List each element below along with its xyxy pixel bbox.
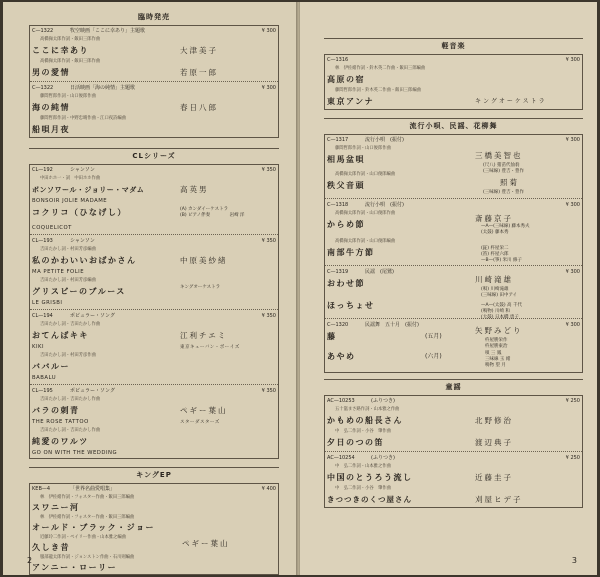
song-title: からめ節 <box>327 220 365 229</box>
artist-name: 三橋美智也 <box>475 151 523 160</box>
price: ¥ 350 <box>261 238 276 244</box>
price: ¥ 300 <box>565 57 580 63</box>
record-note: ポピュラー・ソング <box>70 313 115 319</box>
song-title: 南部牛方節 <box>327 248 375 257</box>
page-number: 3 <box>571 556 577 565</box>
artist-name: 春日八郎 <box>180 103 218 112</box>
record-note: シャンソン <box>70 167 95 173</box>
credit-line: 近藤玲二作詞・ペイリー作曲・山本雅之編曲 <box>40 535 126 540</box>
role-line: キングオーケストラ <box>180 285 221 290</box>
song-subtitle: (五月) <box>425 333 442 340</box>
credit-line: 中田ホホ一・詞 中田ホホ作曲 <box>40 176 101 181</box>
catalog-number: AC—10253 <box>327 398 355 404</box>
rinji-block-2 <box>30 83 278 137</box>
credit-line: 吉田たかし詞・村田芳彦編曲 <box>40 278 96 283</box>
role-line: (唄) 川崎滝雄 <box>481 287 509 292</box>
catalog-number: C—1318 <box>327 202 349 208</box>
song-title: あやめ <box>327 352 356 361</box>
latin-title: LE GRISBI <box>32 300 63 306</box>
catalog-number: C—1322 <box>32 28 54 34</box>
latin-title: KIKI <box>32 344 45 350</box>
price: ¥ 300 <box>565 269 580 275</box>
price: ¥ 350 <box>261 167 276 173</box>
page-number: 2 <box>27 556 33 565</box>
catalog-number: AC—10254 <box>327 455 355 461</box>
role-line: 杵屋勝東治 <box>485 344 508 349</box>
artist-name: 刈屋ヒデ子 <box>475 495 523 504</box>
catalog-number: CL—193 <box>32 238 53 244</box>
artist-name: 高英男 <box>180 185 209 194</box>
section-header-ryuko: 流行小唄、民謡、花柳舞 <box>324 118 583 135</box>
song-title: 藤 <box>327 332 337 341</box>
section-header-rinji: 臨時発売 <box>29 10 279 26</box>
role-line: (大鼓) 日本橋 恵子 <box>481 315 519 320</box>
latin-title: GO ON WITH THE WEDDING <box>32 450 118 456</box>
artist-name: 江利チエミ <box>180 331 228 340</box>
song-title: 久しき昔 <box>32 543 70 552</box>
artist-name: 斎藤京子 <box>475 214 513 223</box>
song-title: ここに幸あり <box>32 46 89 55</box>
price: ¥ 300 <box>565 322 580 328</box>
artist-name: ペギー葉山 <box>180 406 228 415</box>
catalog-number: CL—195 <box>32 388 53 394</box>
divider <box>325 198 582 199</box>
latin-title: BABALU <box>32 375 57 381</box>
song-title: 船唄月夜 <box>32 125 70 134</box>
artist-name: 若原一郎 <box>180 68 218 77</box>
song-title: 高原の宿 <box>327 75 365 84</box>
role-line: 岩崎 洋 <box>229 213 245 218</box>
credit-line: 高橋掬太郎作詞・山口俊郎作曲 <box>335 211 396 216</box>
divider <box>30 309 278 310</box>
song-title: おてんばキキ <box>32 331 89 340</box>
section-header-cl: CLシリーズ <box>29 148 279 165</box>
catalog-number: CL—194 <box>32 313 53 319</box>
song-title: 海の純情 <box>32 103 70 112</box>
record-note: 日活映画「海の純情」主題歌 <box>70 85 136 91</box>
divider <box>30 234 278 235</box>
catalog-number: C—1316 <box>327 57 349 63</box>
price: ¥ 250 <box>565 398 580 404</box>
rinji-list <box>29 26 279 138</box>
song-title: ボンソワール・ジョリー・マダム <box>32 186 145 194</box>
role-line: (B) ピアノ伴奏 <box>180 213 211 218</box>
price: ¥ 400 <box>261 486 276 492</box>
catalog-number: KEB—4 <box>32 486 51 492</box>
record-note: 「世界名曲愛唱集」 <box>70 486 116 492</box>
role-line: (笛) 杵屋六郎 <box>481 252 509 257</box>
credit-line: 高橋掬太郎作詞・飯田三郎作曲 <box>40 37 101 42</box>
role-line: 鳴物 望 月 <box>485 363 506 368</box>
price: ¥ 350 <box>261 313 276 319</box>
right-page <box>300 2 597 575</box>
rinji-block-1 <box>30 26 278 80</box>
ryuko-list <box>324 135 583 373</box>
artist-name: 大津美子 <box>180 46 218 55</box>
credit-line: 藤間哲郎作詞・鈴木英二作曲・飯田三郎編曲 <box>335 88 421 93</box>
record-note: (ふりつき) <box>371 398 395 404</box>
song-title: グリスビーのブルース <box>32 287 126 296</box>
credit-line: 中 弘二作詞・小谷 肇作曲 <box>335 429 391 434</box>
catalog-number: C—1322 <box>32 85 54 91</box>
artist-name: 中原美紗緒 <box>180 256 228 265</box>
artist-name: キングオーケストラ <box>475 98 547 105</box>
artist-name: 近藤圭子 <box>475 473 513 482</box>
credit-line: 吉田たかし詞・吉田たかし作曲 <box>40 322 101 327</box>
credit-line: 林 伊佐緒作詞・フォスター作曲・飯田三郎編曲 <box>40 515 135 520</box>
section-header-keiongaku: 軽音楽 <box>324 38 583 55</box>
artist-name: 北野修治 <box>475 416 513 425</box>
catalog-number: C—1320 <box>327 322 349 328</box>
credit-line: 高橋掬太郎作詞・山口俊郎編曲 <box>335 239 396 244</box>
song-title: ババルー <box>32 362 70 371</box>
artist-name: 渡辺典子 <box>475 438 513 447</box>
role-line: 東京キューバン・ボーイズ <box>180 345 240 350</box>
credit-line: 吉田たかし詞・吉田たかし作曲 <box>40 428 101 433</box>
song-title: かもめの船長さん <box>327 416 403 425</box>
price: ¥ 350 <box>261 388 276 394</box>
record-note: シャンソン <box>70 238 95 244</box>
latin-title: THE ROSE TATTOO <box>32 419 89 425</box>
song-title: 東京アンナ <box>327 97 375 106</box>
record-note: 民謡 (尾鷲) <box>365 269 394 275</box>
song-title: 中国のとうろう流し <box>327 473 413 482</box>
credit-line: 藤間哲郎作詞・山口俊郎作曲 <box>335 146 391 151</box>
song-title: バラの刺青 <box>32 406 80 415</box>
section-header-kingep: キングEP <box>29 467 279 484</box>
credit-line: 五十嵐まさ路作詞・山本雅之作曲 <box>335 407 400 412</box>
divider <box>325 451 582 452</box>
record-note: ポピュラー・ソング <box>70 388 115 394</box>
song-title: 秩父音頭 <box>327 181 365 190</box>
role-line: (鳴物) 川崎 和 <box>481 309 510 314</box>
dowa-list <box>324 396 583 508</box>
price: ¥ 300 <box>565 202 580 208</box>
price: ¥ 300 <box>261 28 276 34</box>
price: ¥ 300 <box>565 137 580 143</box>
artist-name: 照菊 <box>500 178 519 187</box>
role-line: (鉦) 杵屋栄二 <box>481 246 509 251</box>
role-line: (尺八) 猪苗代仙翁 <box>483 163 520 168</box>
song-title: 私のかわいいおばかさん <box>32 256 137 265</box>
record-note: 民謡舞 五十月 (振付) <box>365 322 419 328</box>
ep-list <box>29 484 279 575</box>
credit-line: 中 弘二作詞・小谷 肇作曲 <box>335 486 391 491</box>
credit-line: 藤間哲郎作詞・中野忠晴作曲・江口夜詩編曲 <box>40 116 126 121</box>
song-title: 純愛のワルツ <box>32 437 89 446</box>
credit-line: 吉田たかし詞・吉田たかし作曲 <box>40 397 101 402</box>
role-line: (A) カンダイーケストラ <box>180 207 229 212</box>
song-title: 男の愛情 <box>32 68 70 77</box>
song-title: 相馬盆唄 <box>327 155 365 164</box>
song-title: オールド・ブラック・ジョー <box>32 523 156 532</box>
song-title: コクリコ（ひなげし） <box>32 208 127 217</box>
role-line: (三味線) 田中アイ <box>481 293 518 298</box>
latin-title: BONSOIR JOLIE MADAME <box>32 198 108 204</box>
divider <box>30 81 278 82</box>
left-page <box>3 2 297 575</box>
divider <box>325 265 582 266</box>
role-line: (太鼓) 藤本秀 <box>481 230 509 235</box>
role-line: —A—(三味線) 藤本秀夫 <box>481 224 530 229</box>
record-note: 流行小唄 (振付) <box>365 137 404 143</box>
credit-line: 吉田たかし詞・村田芳彦作曲 <box>40 353 96 358</box>
catalog-number: CL—192 <box>32 167 53 173</box>
artist-name: 矢野みどり <box>475 326 523 335</box>
song-title: おわせ節 <box>327 279 365 288</box>
credit-line: 林 伊佐緒作詞・鈴木英二作曲・飯田三郎編曲 <box>335 66 426 71</box>
latin-title: COQUELICOT <box>32 225 72 231</box>
cl-list <box>29 165 279 459</box>
record-note: 牧空映画「ここに幸あり」主題歌 <box>70 28 146 34</box>
credit-line: 藤間哲郎作詞・山口俊郎作曲 <box>40 94 96 99</box>
section-header-dowa: 童謡 <box>324 379 583 396</box>
credit-line: 高橋掬太郎作詞・山口俊郎編曲 <box>335 172 396 177</box>
role-line: (三味線) 豊吉・豊作 <box>483 169 524 174</box>
role-line: 杵屋勝栄作 <box>485 338 508 343</box>
record-note: 流行小唄 (振付) <box>365 202 404 208</box>
catalog-number: C—1317 <box>327 137 349 143</box>
divider <box>325 318 582 319</box>
credit-line: 高橋掬太郎作詞・飯田三郎作曲 <box>40 59 101 64</box>
kei-list <box>324 55 583 110</box>
catalog-number: C—1319 <box>327 269 349 275</box>
latin-title: MA PETITE FOLIE <box>32 269 85 275</box>
song-title: スワニー河 <box>32 503 80 512</box>
song-title: 夕日のつの笛 <box>327 438 384 447</box>
song-title: ほっちょせ <box>327 301 375 310</box>
role-line: (三味線) 豊吉・豊作 <box>483 190 524 195</box>
price: ¥ 250 <box>565 455 580 461</box>
song-subtitle: (六月) <box>425 353 442 360</box>
role-line: —B—(箏) 米川 修子 <box>481 258 522 263</box>
role-line: 唄 三 鳳 <box>485 351 502 356</box>
role-line: 三味線 玉 緒 <box>485 357 511 362</box>
role-line: スターダスターズ <box>180 420 220 425</box>
credit-line: 林 伊佐緒作詞・フォスター作曲・飯田三郎編曲 <box>40 495 135 500</box>
credit-line: 吉田たかし詞・村田芳彦編曲 <box>40 247 96 252</box>
role-line: —A—(太鼓) 高 千代 <box>481 303 522 308</box>
artist-name: 川崎滝雄 <box>475 275 513 284</box>
artist-name: ペギー葉山 <box>182 539 230 548</box>
divider <box>30 384 278 385</box>
record-note: (ふりつき) <box>371 455 395 461</box>
credit-line: 中 弘二作詞・山本雅之作曲 <box>335 464 391 469</box>
song-title: アンニー・ローリー <box>32 563 118 572</box>
price: ¥ 300 <box>261 85 276 91</box>
credit-line: 服部龍太郎作詞・ジョンストン作曲・石川則編曲 <box>40 555 135 560</box>
song-title: きつつきのくつ屋さん <box>327 495 412 504</box>
